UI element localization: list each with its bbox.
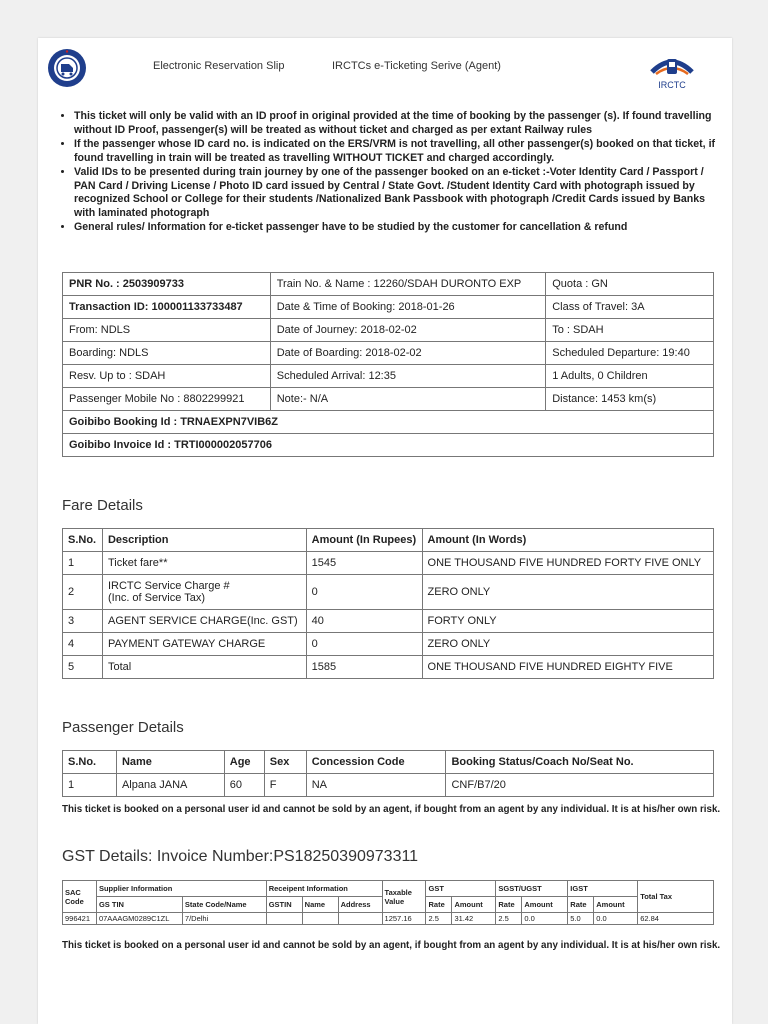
risk-note: This ticket is booked on a personal user id and cannot be sold by an agent, if bought from an agent by any individual. It is at his/her own risk. — [62, 804, 721, 815]
fare-header-words: Amount (In Words) — [422, 529, 713, 552]
invoice-id-cell: Goibibo Invoice Id : TRTI000002057706 — [63, 434, 714, 457]
irctc-logo-text: IRCTC — [658, 80, 686, 90]
fare-details-table — [62, 528, 714, 679]
train-cell: Train No. & Name : 12260/SDAH DURONTO EXP — [270, 273, 546, 296]
quota-cell: Quota : GN — [546, 273, 714, 296]
fare-header-amount: Amount (In Rupees) — [306, 529, 422, 552]
e-ticket-page — [38, 38, 732, 1024]
booking-date-cell: Date & Time of Booking: 2018-01-26 — [270, 296, 546, 319]
gst-details-table: SAC Code Supplier Information Receipent Information Taxable Value GST SGST/UGST IGST Total Tax GS TIN State Code/Name GSTIN Name Address Rate Amount Rate Amount Rate Amount 996421 07AAAGM0289C1ZL 7/Delhi 1257.16 2.5 31.42 2.5 0.0 5.0 0.0 62.84 — [62, 880, 714, 925]
passengers-count-cell: 1 Adults, 0 Children — [546, 365, 714, 388]
arrival-cell: Scheduled Arrival: 12:35 — [270, 365, 546, 388]
mobile-cell: Passenger Mobile No : 8802299921 — [63, 388, 271, 411]
booking-id-cell: Goibibo Booking Id : TRNAEXPN7VIB6Z — [63, 411, 714, 434]
pnr-cell: PNR No. : 2503909733 — [63, 273, 271, 296]
journey-date-cell: Date of Journey: 2018-02-02 — [270, 319, 546, 342]
rule-item: • General rules/ Information for e-ticket passenger have to be studied by the customer for cancellation & refund — [74, 221, 724, 235]
table-row: 5 Total 1585 ONE THOUSAND FIVE HUNDRED EIGHTY FIVE — [63, 656, 714, 679]
boarding-date-cell: Date of Boarding: 2018-02-02 — [270, 342, 546, 365]
resv-upto-cell: Resv. Up to : SDAH — [63, 365, 271, 388]
table-row: 4 PAYMENT GATEWAY CHARGE 0 ZERO ONLY — [63, 633, 714, 656]
to-cell: To : SDAH — [546, 319, 714, 342]
fare-header-description: Description — [102, 529, 306, 552]
journey-info-table — [62, 272, 714, 457]
note-cell: Note:- N/A — [270, 388, 546, 411]
boarding-cell: Boarding: NDLS — [63, 342, 271, 365]
table-row: 1 Alpana JANA 60 F NA CNF/B7/20 — [63, 774, 714, 797]
table-row: 3 AGENT SERVICE CHARGE(Inc. GST) 40 FORTY ONLY — [63, 610, 714, 633]
passenger-details-table: S.No. Name Age Sex Concession Code Booking Status/Coach No/Seat No. 1 Alpana JANA 60 F NA CNF/B7/20 — [62, 750, 714, 797]
table-row: 2 IRCTC Service Charge # (Inc. of Service Tax) 0 ZERO ONLY — [63, 575, 714, 610]
indian-railways-logo-icon — [47, 48, 87, 88]
transaction-cell: Transaction ID: 100001133733487 — [63, 296, 271, 319]
departure-cell: Scheduled Departure: 19:40 — [546, 342, 714, 365]
rule-item: • This ticket will only be valid with an ID proof in original provided at the time of booking by the passenger (s). If found travelling without ID Proof, passenger(s) will be treated as without ticket and charged as per extant Railway rules — [74, 110, 724, 137]
header-title-left: Electronic Reservation Slip — [153, 60, 285, 72]
fare-header-sno: S.No. — [63, 529, 103, 552]
table-row: 1 Ticket fare** 1545 ONE THOUSAND FIVE HUNDRED FORTY FIVE ONLY — [63, 552, 714, 575]
ticket-rules-list — [60, 110, 724, 236]
risk-note-bottom: This ticket is booked on a personal user id and cannot be sold by an agent, if bought from an agent by any individual. It is at his/her own risk. — [62, 940, 721, 951]
gst-details-title: GST Details: Invoice Number:PS18250390973311 — [62, 848, 419, 865]
distance-cell: Distance: 1453 km(s) — [546, 388, 714, 411]
ticket-header — [38, 38, 732, 108]
rule-item: • If the passenger whose ID card no. is indicated on the ERS/VRM is not travelling, all other passenger(s) booked on that ticket, if found travelling in train will be treated as travelling WITHOUT TICKET and charged accordingly. — [74, 138, 724, 165]
class-cell: Class of Travel: 3A — [546, 296, 714, 319]
fare-details-title: Fare Details — [62, 497, 143, 514]
passenger-details-title: Passenger Details — [62, 719, 184, 736]
header-title-right: IRCTCs e-Ticketing Serive (Agent) — [332, 60, 501, 72]
irctc-logo-icon — [646, 50, 698, 92]
from-cell: From: NDLS — [63, 319, 271, 342]
rule-item: • Valid IDs to be presented during train journey by one of the passenger booked on an e-ticket :-Voter Identity Card / Passport / PAN Card / Driving License / Photo ID card issued by Central / State Govt. /Student Identity Card with photograph issued by recognized School or College for their students /Nationalized Bank Passbook with photograph /Credit Cards issued by Banks with laminated photograph — [74, 166, 724, 220]
table-row: 996421 07AAAGM0289C1ZL 7/Delhi 1257.16 2.5 31.42 2.5 0.0 5.0 0.0 62.84 — [63, 913, 714, 925]
